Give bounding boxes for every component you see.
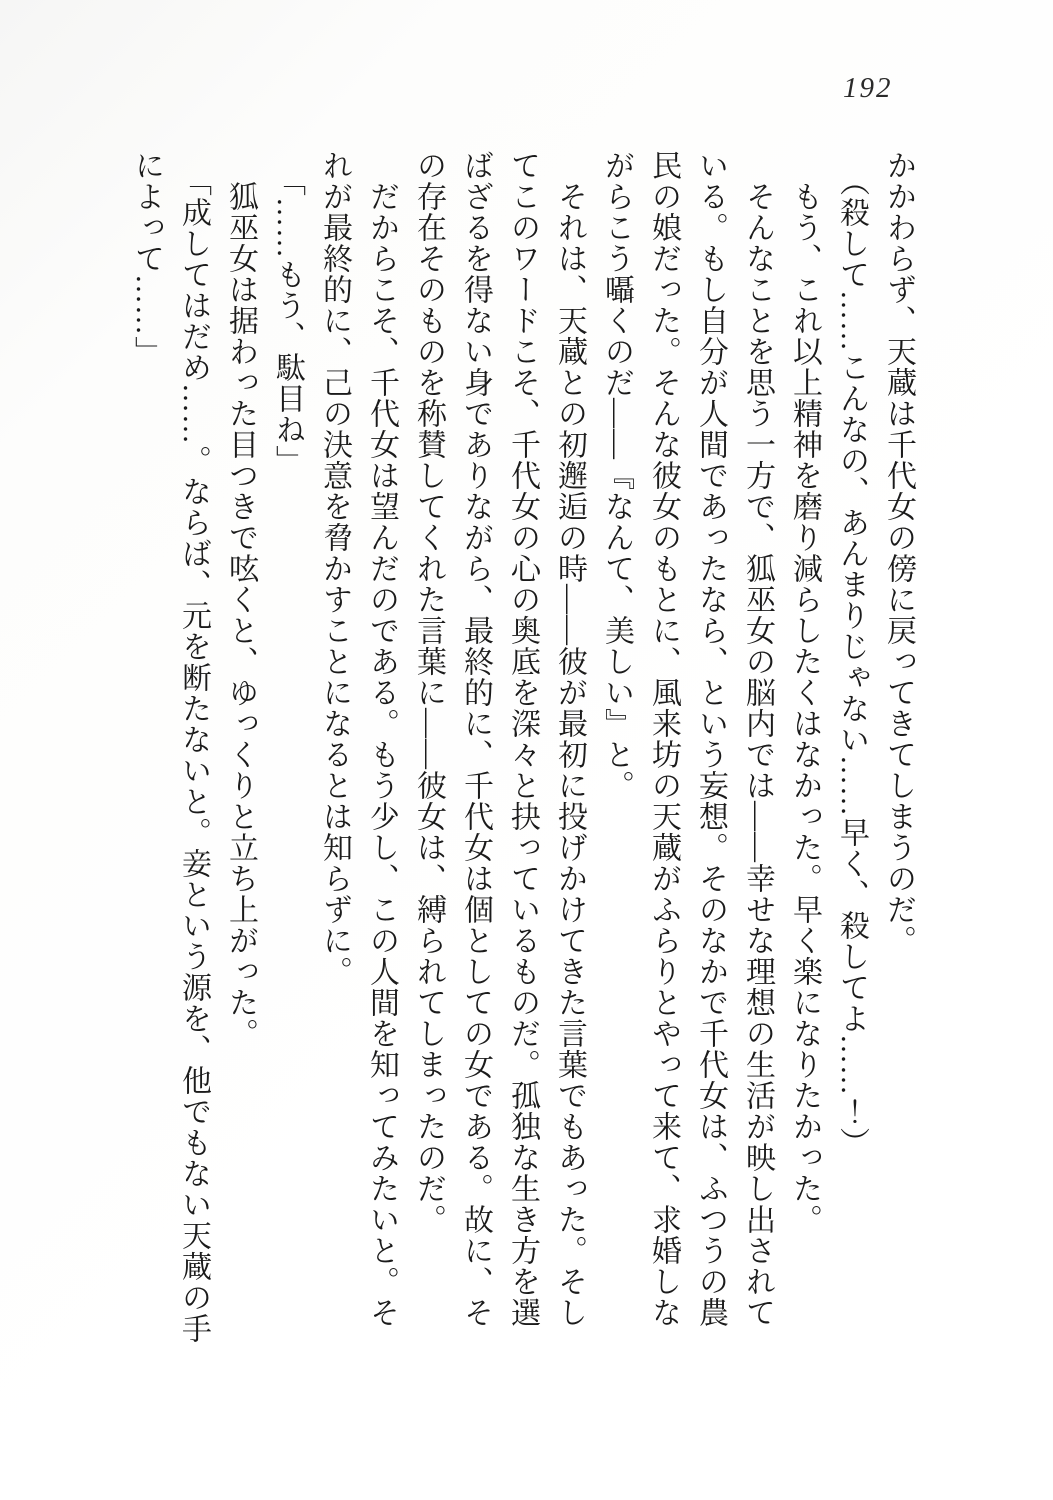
text-line: だからこそ、千代女は望んだのである。もう少し、この人間を知ってみたいと。そ bbox=[365, 181, 398, 1328]
text-line: によって……」 bbox=[130, 150, 163, 367]
text-line: 「成してはだめ……。ならば、元を断たないと。妾という源を、他でもない天蔵の手 bbox=[177, 166, 210, 1344]
text-line: いる。もし自分が人間であったなら、という妄想。そのなかで千代女は、ふつうの農 bbox=[694, 150, 727, 1328]
text-line: それは、天蔵との初邂逅の時――彼が最初に投げかけてきた言葉でもあった。そし bbox=[553, 181, 586, 1328]
text-line: の存在そのものを称賛してくれた言葉に――彼女は、縛られてしまったのだ。 bbox=[412, 150, 445, 1235]
text-line: かかわらず、天蔵は千代女の傍に戻ってきてしまうのだ。 bbox=[882, 150, 915, 956]
text-line: ばざるを得ない身でありながら、最終的に、千代女は個としての女である。故に、そ bbox=[459, 150, 492, 1328]
text-line: 「……もう、駄目ね」 bbox=[271, 166, 304, 476]
text-line: 狐巫女は据わった目つきで呟くと、ゆっくりと立ち上がった。 bbox=[224, 181, 257, 1049]
text-line: もう、これ以上精神を磨り減らしたくはなかった。早く楽になりたかった。 bbox=[788, 181, 821, 1235]
page-number: 192 bbox=[843, 72, 893, 104]
text-line: （殺して……こんなの、あんまりじゃない……早く、殺してよ……！） bbox=[835, 166, 868, 1158]
text-line: れが最終的に、己の決意を脅かすことになるとは知らずに。 bbox=[318, 150, 351, 987]
vertical-text-block bbox=[123, 150, 922, 1348]
text-line: そんなことを思う一方で、狐巫女の脳内では――幸せな理想の生活が映し出されて bbox=[741, 181, 774, 1328]
text-line: がらこう囁くのだ――『なんて、美しい』と。 bbox=[600, 150, 633, 801]
text-line: てこのワードこそ、千代女の心の奥底を深々と抉っているものだ。孤独な生き方を選 bbox=[506, 150, 539, 1328]
text-line: 民の娘だった。そんな彼女のもとに、風来坊の天蔵がふらりとやって来て、求婚しな bbox=[647, 150, 680, 1328]
